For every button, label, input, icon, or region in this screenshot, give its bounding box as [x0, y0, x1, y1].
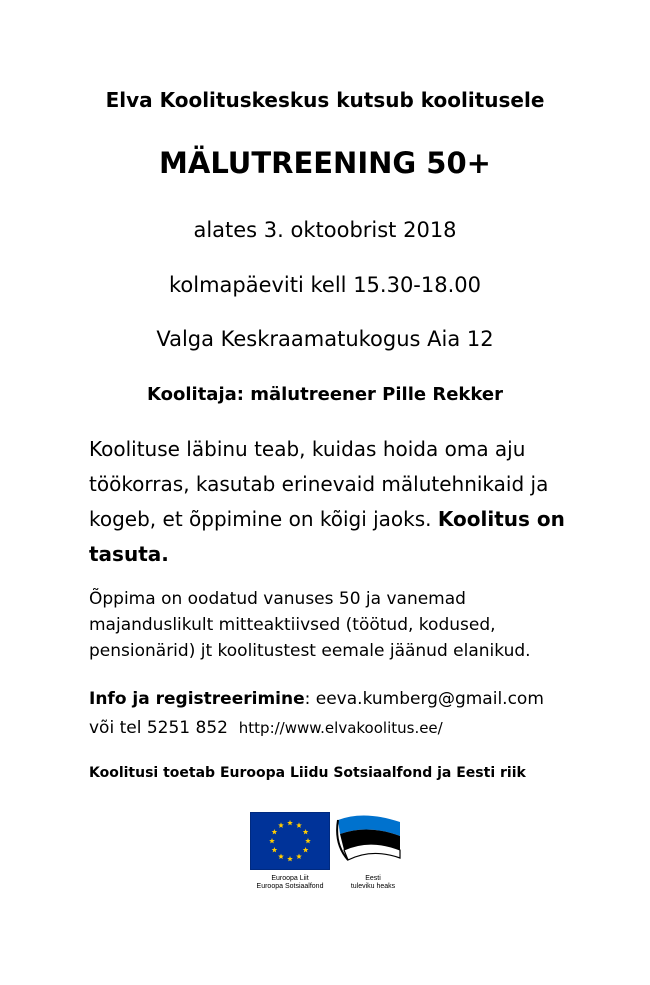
contact-block	[89, 685, 544, 743]
invitation-line: Elva Koolituskeskus kutsub koolitusele	[105, 88, 545, 112]
description-text: Koolituse läbinu teab, kuidas hoida oma aju töökorras, kasutab erinevaid mälutehnikaid ja kogeb, et õppimine on kõigi jaoks.	[89, 437, 549, 531]
estonia-caption-line1: Eesti	[365, 875, 381, 882]
course-location: Valga Keskraamatukogus Aia 12	[156, 327, 494, 351]
phone-prefix: või tel	[89, 718, 147, 738]
contact-separator: :	[304, 689, 316, 709]
estonia-logo-caption	[334, 875, 412, 891]
estonia-flag-icon	[334, 810, 412, 866]
eu-logo-caption	[250, 875, 330, 891]
free-notice: Koolitus on tasuta.	[89, 507, 565, 566]
eu-caption-line1: Euroopa Liit	[271, 875, 309, 882]
contact-label: Info ja registreerimine	[89, 689, 305, 709]
estonia-logo	[334, 810, 412, 891]
funding-notice: Koolitusi toetab Euroopa Liidu Sotsiaalfond ja Eesti riik	[89, 765, 526, 781]
contact-line-1	[89, 685, 544, 714]
estonia-caption-line2: tuleviku heaks	[350, 883, 396, 890]
page-title: MÄLUTREENING 50+	[159, 146, 491, 180]
eu-caption-line2: Euroopa Sotsiaalfond	[256, 883, 324, 890]
website-link[interactable]: http://www.elvakoolitus.ee/	[238, 719, 443, 737]
course-time: kolmapäeviti kell 15.30-18.00	[168, 273, 482, 297]
course-description	[89, 432, 569, 572]
contact-email[interactable]: eeva.kumberg@gmail.com	[315, 689, 544, 709]
trainer-line: Koolitaja: mälutreener Pille Rekker	[147, 384, 503, 405]
contact-line-2	[89, 714, 544, 743]
eu-flag-icon	[250, 812, 330, 870]
eu-logo	[250, 812, 330, 891]
course-date: alates 3. oktoobrist 2018	[193, 218, 457, 242]
target-audience: Õppima on oodatud vanuses 50 ja vanemad majanduslikult mitteaktiivsed (töötud, kodused, pensionärid) jt koolitustest eemale jäänud elanikud.	[89, 589, 531, 661]
contact-phone: 5251 852	[146, 718, 228, 738]
